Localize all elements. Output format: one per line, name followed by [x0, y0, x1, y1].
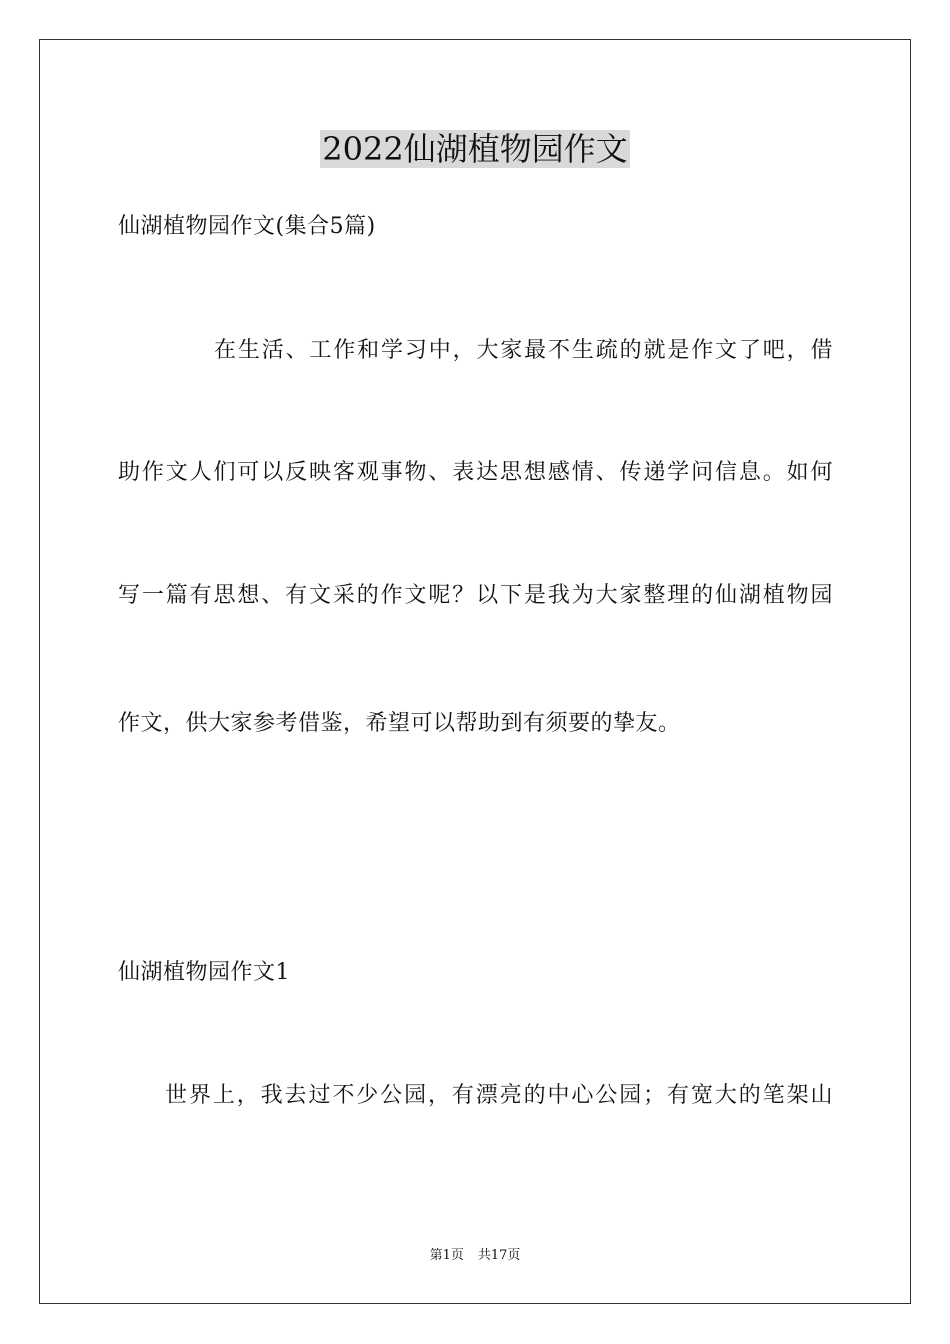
section-heading: 仙湖植物园作文1 [118, 960, 290, 985]
document-title-text: 2022仙湖植物园作文 [322, 130, 628, 168]
intro-line-3: 写一篇有思想、有文采的作文呢？以下是我为大家整理的仙湖植物园 [118, 583, 833, 608]
section-line-1: 世界上，我去过不少公园，有漂亮的中心公园；有宽大的笔架山 [165, 1083, 833, 1108]
intro-line-2: 助作文人们可以反映客观事物、表达思想感情、传递学问信息。如何 [118, 460, 833, 485]
document-title [0, 128, 950, 170]
page-number: 第1页 [429, 1248, 464, 1263]
document-subtitle: 仙湖植物园作文(集合5篇) [118, 214, 376, 239]
page-footer [0, 1247, 950, 1265]
intro-line-4: 作文，供大家参考借鉴，希望可以帮助到有须要的挚友。 [118, 711, 681, 736]
page-total: 共17页 [477, 1248, 521, 1263]
intro-line-1: 在生活、工作和学习中，大家最不生疏的就是作文了吧，借 [214, 338, 833, 363]
